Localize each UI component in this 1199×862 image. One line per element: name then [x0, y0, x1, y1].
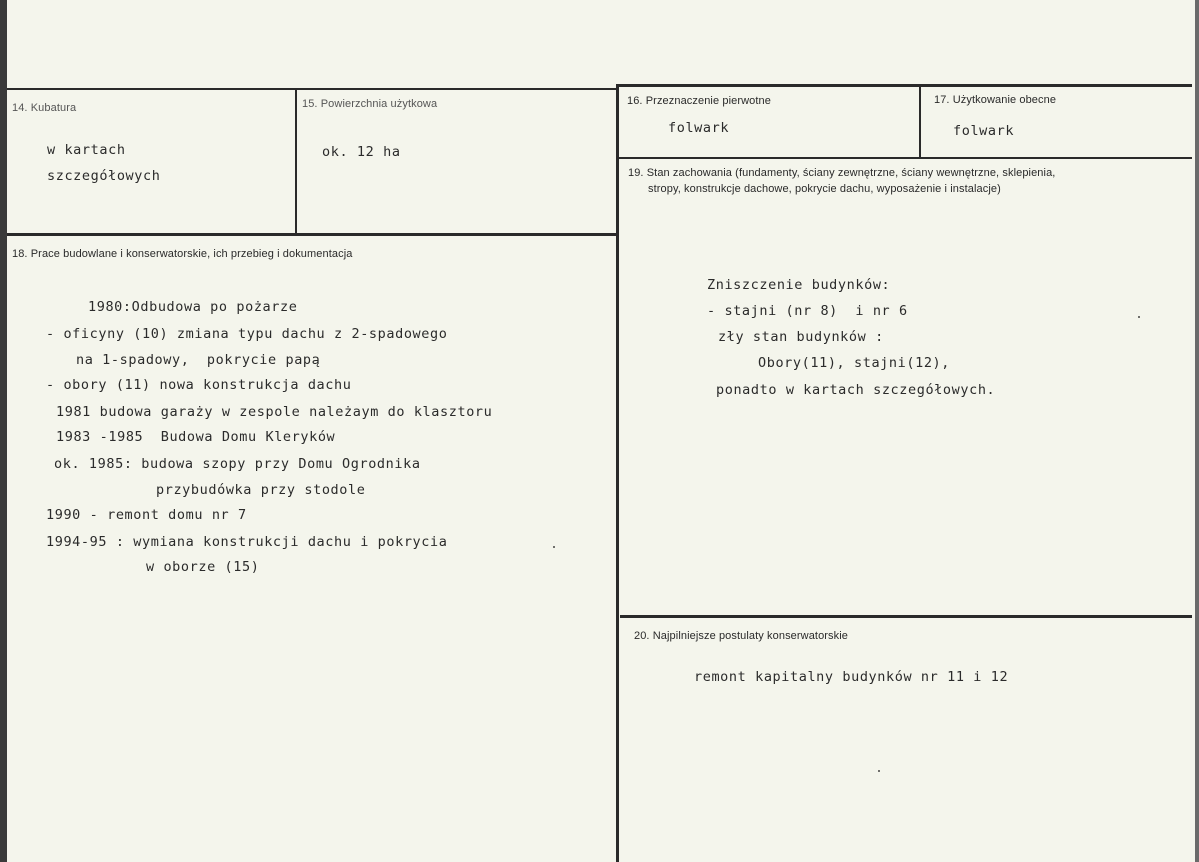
field-20-value: remont kapitalny budynków nr 11 i 12: [694, 669, 1009, 685]
field-14-value-line-2: szczegółowych: [47, 168, 161, 184]
field-18-label: 18. Prace budowlane i konserwatorskie, ich przebieg i dokumentacja: [12, 248, 353, 260]
field-19-line-5: ponadto w kartach szczegółowych.: [716, 382, 996, 398]
rule-above-20: [620, 615, 1192, 618]
field-18-line-3: na 1-spadowy, pokrycie papą: [76, 352, 321, 368]
paper-speck: [1138, 316, 1140, 318]
field-18-line-7: ok. 1985: budowa szopy przy Domu Ogrodnika: [54, 456, 421, 472]
field-18-line-1: 1980:Odbudowa po pożarze: [88, 299, 298, 315]
rule-vertical-14-15: [295, 88, 297, 235]
field-19-line-2: - stajni (nr 8) i nr 6: [707, 303, 908, 319]
field-18-line-5: 1981 budowa garaży w zespole należaym do klasztoru: [56, 404, 493, 420]
field-18-line-2: - oficyny (10) zmiana typu dachu z 2-spadowego: [46, 326, 448, 342]
rule-top-right: [617, 84, 1192, 87]
field-19-line-4: Obory(11), stajni(12),: [758, 355, 951, 371]
rule-below-16-17: [617, 157, 1192, 159]
field-17-label: 17. Użytkowanie obecne: [934, 94, 1057, 106]
field-18-line-9: 1990 - remont domu nr 7: [46, 507, 247, 523]
field-18-line-10: 1994-95 : wymiana konstrukcji dachu i pokrycia: [46, 534, 448, 550]
field-19-line-3: zły stan budynków :: [718, 329, 884, 345]
field-19-label-line-1: 19. Stan zachowania (fundamenty, ściany zewnętrzne, ściany wewnętrzne, sklepienia,: [628, 167, 1056, 179]
rule-vertical-main: [616, 84, 619, 862]
field-18-line-4: - obory (11) nowa konstrukcja dachu: [46, 377, 352, 393]
field-15-value: ok. 12 ha: [322, 144, 401, 160]
field-18-line-11: w oborze (15): [146, 559, 260, 575]
paper-speck: [553, 546, 555, 548]
rule-below-15: [7, 233, 617, 236]
field-14-value-line-1: w kartach: [47, 142, 126, 158]
card-right-edge: [1195, 0, 1199, 862]
field-17-value: folwark: [953, 123, 1015, 139]
field-16-value: folwark: [668, 120, 730, 136]
field-18-line-6: 1983 -1985 Budowa Domu Kleryków: [56, 429, 336, 445]
field-15-label: 15. Powierzchnia użytkowa: [302, 98, 438, 110]
field-18-line-8: przybudówka przy stodole: [156, 482, 366, 498]
rule-vertical-16-17: [919, 84, 921, 158]
rule-top-left: [7, 88, 617, 90]
paper-speck: [878, 770, 880, 772]
field-14-label: 14. Kubatura: [12, 102, 77, 114]
field-19-line-1: Zniszczenie budynków:: [707, 277, 891, 293]
field-19-label-line-2: stropy, konstrukcje dachowe, pokrycie dachu, wyposażenie i instalacje): [648, 183, 1001, 195]
card-left-edge: [0, 0, 7, 862]
field-20-label: 20. Najpilniejsze postulaty konserwatorskie: [634, 630, 849, 642]
field-16-label: 16. Przeznaczenie pierwotne: [627, 95, 771, 107]
